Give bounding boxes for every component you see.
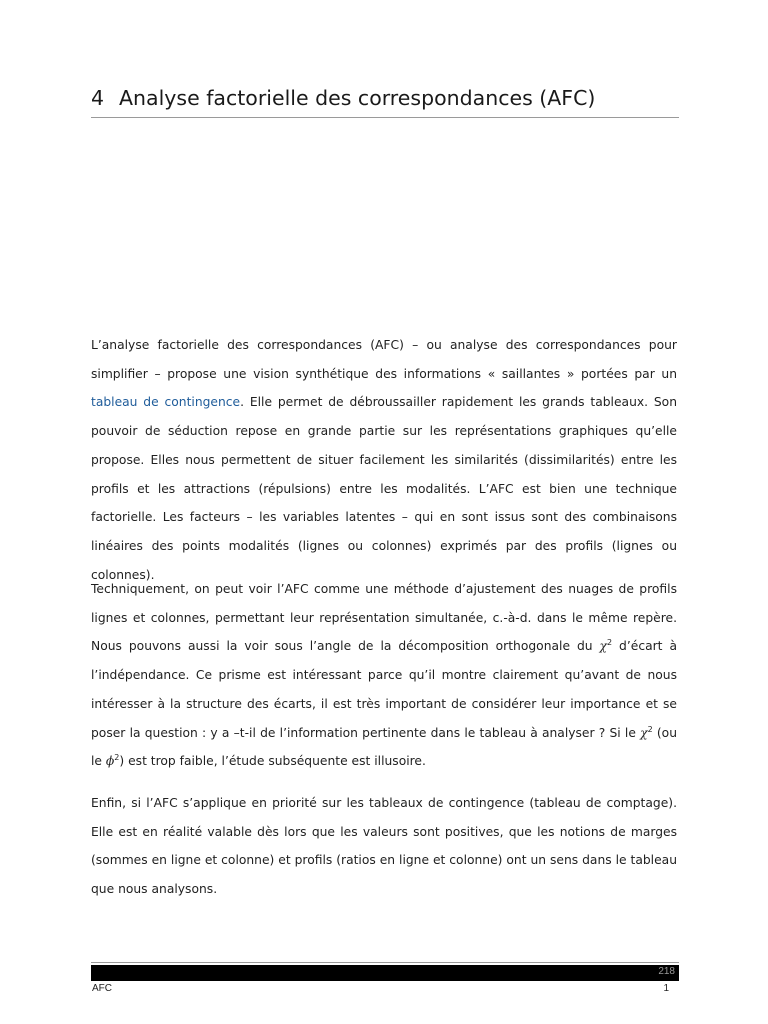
footer-divider [91, 962, 679, 963]
paragraph-text: . Elle permet de débroussailler rapidement les grands tableaux. Son pouvoir de séduction repose en grande partie sur les représentations graphiques qu’elle propose. Elles nous permettent de situer facilement les similarités (dissimilarités) entre les profils et les attractions (répulsions) entre les modalités. L’AFC est bien une technique factorielle. Les facteurs – les variables latentes – qui en sont issus sont des combinaisons linéaires des points modalités (lignes ou colonnes) exprimés par des profils (lignes ou colonnes). [91, 395, 677, 582]
section-number: 4 [91, 86, 105, 110]
section-title: Analyse factorielle des correspondances (AFC) [119, 86, 596, 110]
footer-bar [91, 965, 679, 981]
exponent: 2 [114, 753, 120, 763]
footer-label: AFC [92, 983, 112, 994]
paragraph-text: d’écart à l’indépendance. Ce prisme est intéressant parce qu’il montre clairement qu’avant de nous intéresser à la structure des écarts, il est très important de considérer leur importance et se poser la question : y a –t-il de l’information pertinente dans le tableau à analyser ? Si le [91, 639, 678, 740]
book-page-number: 218 [658, 966, 675, 977]
page-number: 1 [663, 983, 669, 994]
chi-symbol: χ [599, 639, 607, 654]
exponent: 2 [647, 724, 653, 734]
paragraph-text: (ou le [91, 725, 677, 769]
exponent: 2 [607, 638, 613, 648]
phi-symbol: ϕ [105, 754, 115, 769]
paragraph-text: Techniquement, on peut voir l’AFC comme une méthode d’ajustement des nuages de profils lignes et colonnes, permettant leur représentation simultanée, c.-à-d. dans le même repère. Nous pouvons aussi la voir sous l’angle de la décomposition orthogonale du [91, 582, 677, 654]
paragraph-text: L’analyse factorielle des correspondances (AFC) – ou analyse des correspondances pour simplifier – propose une vision synthétique des informations « saillantes » portées par un [91, 338, 677, 381]
section-heading [91, 86, 679, 118]
paragraph-text: ) est trop faible, l’étude subséquente est illusoire. [119, 754, 426, 769]
paragraph-scope: Enfin, si l’AFC s’applique en priorité sur les tableaux de contingence (tableau de comptage). Elle est en réalité valable dès lors que les valeurs sont positives, que les notions de marges (sommes en ligne et colonne) et profils (ratios en ligne et colonne) ont un sens dans le tableau que nous analysons. [91, 796, 677, 897]
paragraph-intro [91, 331, 677, 589]
paragraph-technical [91, 575, 677, 776]
contingency-table-link[interactable]: tableau de contingence [91, 395, 241, 410]
chi-symbol: χ [640, 725, 648, 740]
